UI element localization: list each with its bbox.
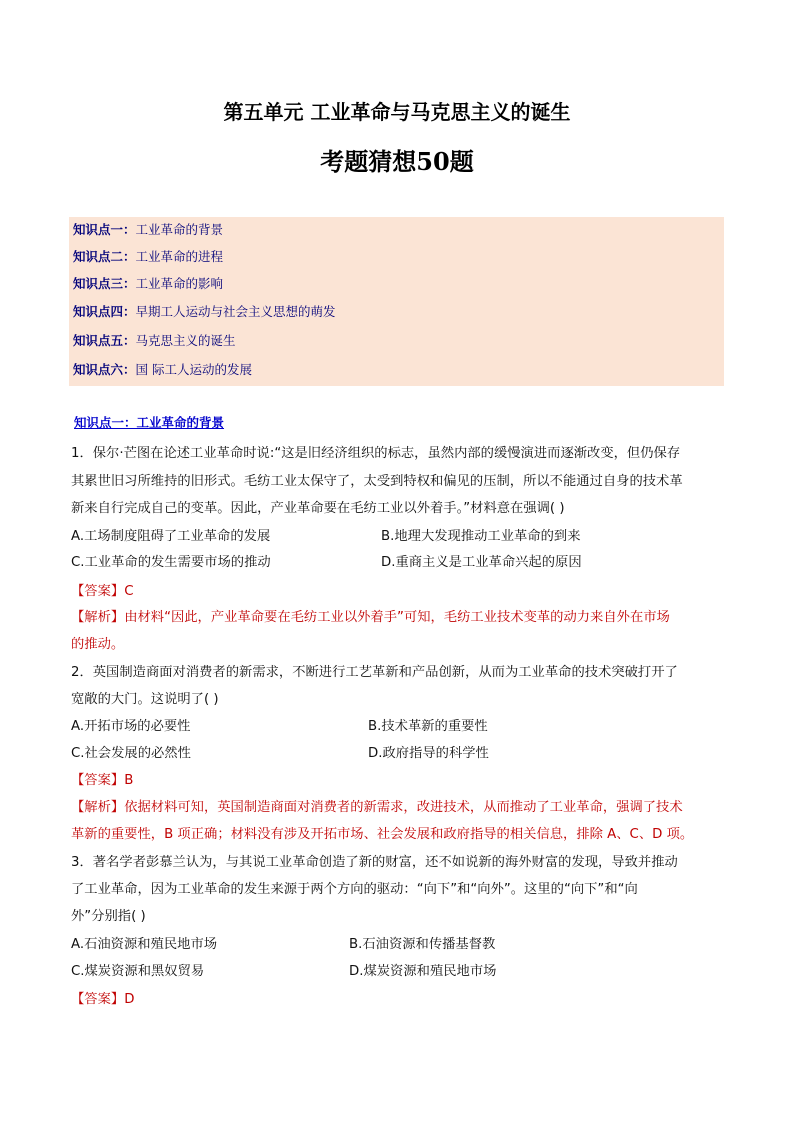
answer-label: 【答案】 [71,584,125,599]
answer [71,769,133,788]
knowledge-point-index [69,217,724,386]
toc-item-name: 工业革命的影响 [135,276,224,291]
question-text: 新来自行完成自己的变革。因此，产业革命要在毛纺工业以外着手。”材料意在强调( ) [71,501,565,516]
answer-value: C [124,584,134,599]
toc-item-3 [73,274,223,292]
option-c: C.煤炭资源和黑奴贸易 [71,964,205,979]
option-c: C.社会发展的必然性 [71,746,191,761]
option-b: B.地理大发现推动工业革命的到来 [381,529,581,544]
option-d: D.重商主义是工业革命兴起的原因 [381,555,582,570]
option-c: C.工业革命的发生需要市场的推动 [71,555,271,570]
answer-label: 【答案】 [71,773,125,788]
toc-item-label: 知识点一： [73,222,136,237]
toc-item-name: 早期工人运动与社会主义思想的萌发 [135,304,336,319]
toc-item-name: 马克思主义的诞生 [135,333,236,348]
question-text: 3．著名学者彭慕兰认为，与其说工业革命创造了新的财富，还不如说新的海外财富的发现，导致并推动 [71,855,678,870]
toc-item-1 [73,220,223,238]
toc-item-label: 知识点三： [73,276,136,291]
answer [71,580,133,599]
option-a: A.石油资源和殖民地市场 [71,937,218,952]
toc-item-5 [73,331,236,349]
analysis-text: 革新的重要性，B 项正确；材料没有涉及开拓市场、社会发展和政府指导的相关信息，排除 A、C、D 项。 [71,827,694,842]
analysis-text: 由材料“因此，产业革命要在毛纺工业以外着手”可知，毛纺工业技术变革的动力来自外在市场 [124,610,670,625]
analysis [71,606,670,625]
question-text: 宽敞的大门。这说明了( ) [71,692,219,707]
answer-label: 【答案】 [71,992,125,1007]
toc-item-label: 知识点二： [73,249,136,264]
analysis-text: 依据材料可知，英国制造商面对消费者的新需求，改进技术，从而推动了工业革命，强调了技术 [124,800,683,815]
section-heading: 知识点一：工业革命的背景 [74,415,225,430]
toc-item-6 [73,360,252,378]
toc-item-label: 知识点四： [73,304,136,319]
option-a: A.工场制度阻碍了工业革命的发展 [71,529,271,544]
page-subtitle: 考题猜想50题 [320,147,474,176]
question-text: 外”分别指( ) [71,909,146,924]
question-text: 了工业革命，因为工业革命的发生来源于两个方向的驱动：“向下”和“向外”。这里的“向下”和“向 [71,882,638,897]
question-text: 2．英国制造商面对消费者的新需求，不断进行工艺革新和产品创新，从而为工业革命的技术突破打开了 [71,665,678,680]
toc-item-name: 工业革命的进程 [135,249,224,264]
analysis-label: 【解析】 [71,610,125,625]
analysis-text: 的推动。 [71,637,125,652]
unit-title: 第五单元 工业革命与马克思主义的诞生 [223,100,571,124]
option-a: A.开拓市场的必要性 [71,719,191,734]
analysis [71,796,683,815]
answer-value: B [124,773,134,788]
analysis-label: 【解析】 [71,800,125,815]
toc-item-2 [73,247,223,265]
answer-value: D [124,992,135,1007]
toc-item-name: 国 际工人运动的发展 [135,362,252,377]
option-b: B.技术革新的重要性 [368,719,488,734]
toc-item-label: 知识点五： [73,333,136,348]
question-text: 1．保尔·芒图在论述工业革命时说:“这是旧经济组织的标志，虽然内部的缓慢演进而逐渐改变，但仍保存 [71,446,681,461]
question-text: 其累世旧习所维持的旧形式。毛纺工业太保守了，太受到特权和偏见的压制，所以不能通过自身的技术革 [71,474,683,489]
toc-item-name: 工业革命的背景 [135,222,224,237]
toc-item-4 [73,302,336,320]
answer [71,988,134,1007]
option-b: B.石油资源和传播基督教 [349,937,496,952]
option-d: D.政府指导的科学性 [368,746,489,761]
option-d: D.煤炭资源和殖民地市场 [349,964,497,979]
toc-item-label: 知识点六： [73,362,136,377]
